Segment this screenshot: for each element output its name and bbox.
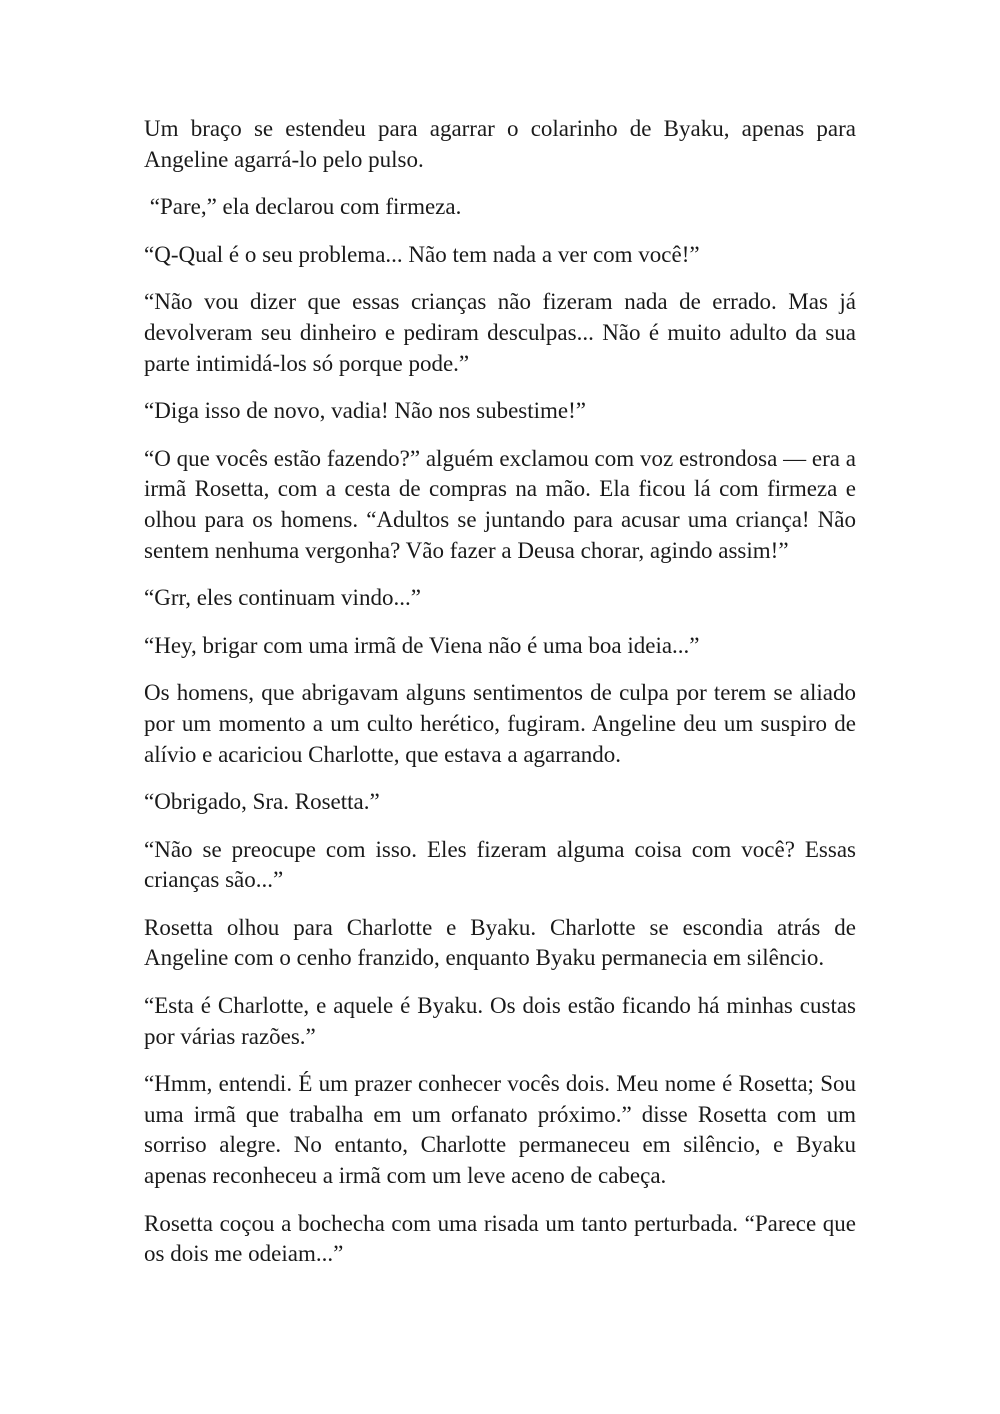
paragraph-7: “Grr, eles continuam vindo...” (144, 585, 421, 611)
paragraph-8: “Hey, brigar com uma irmã de Viena não é uma boa ideia...” (144, 632, 700, 658)
paragraph-2: “Pare,” ela declarou com firmeza. (144, 194, 462, 220)
paragraph-5: “Diga isso de novo, vadia! Não nos subestime!” (144, 398, 587, 424)
paragraph-10: “Obrigado, Sra. Rosetta.” (144, 789, 380, 815)
paragraph-9: Os homens, que abrigavam alguns sentimentos de culpa por terem se aliado por um momento a um culto herético, fugiram. Angeline deu um suspiro de alívio e acariciou Charlotte, que estava a agarrando. (144, 680, 856, 767)
paragraph-6: “O que vocês estão fazendo?” alguém exclamou com voz estrondosa — era a irmã Rosetta, com a cesta de compras na mão. Ela ficou lá com firmeza e olhou para os homens. “Adultos se juntando para acusar uma criança! Não sentem nenhuma vergonha? Vão fazer a Deusa chorar, agindo assim!” (144, 445, 856, 563)
paragraph-11: “Não se preocupe com isso. Eles fizeram alguma coisa com você? Essas crianças são...” (144, 836, 856, 893)
paragraph-15: Rosetta coçou a bochecha com uma risada um tanto perturbada. “Parece que os dois me odeiam...” (144, 1210, 856, 1267)
paragraph-12: Rosetta olhou para Charlotte e Byaku. Charlotte se escondia atrás de Angeline com o cenho franzido, enquanto Byaku permanecia em silêncio. (144, 914, 856, 971)
paragraph-3: “Q-Qual é o seu problema... Não tem nada a ver com você!” (144, 241, 700, 267)
paragraph-4: “Não vou dizer que essas crianças não fizeram nada de errado. Mas já devolveram seu dinheiro e pediram desculpas... Não é muito adulto da sua parte intimidá-los só porque pode.” (144, 289, 856, 376)
paragraph-1: Um braço se estendeu para agarrar o colarinho de Byaku, apenas para Angeline agarrá-lo pelo pulso. (144, 116, 856, 172)
paragraph-14: “Hmm, entendi. É um prazer conhecer vocês dois. Meu nome é Rosetta; Sou uma irmã que trabalha em um orfanato próximo.” disse Rosetta com um sorriso alegre. No entanto, Charlotte permaneceu em silêncio, e Byaku apenas reconheceu a irmã com um leve aceno de cabeça. (144, 1071, 856, 1189)
paragraph-13: “Esta é Charlotte, e aquele é Byaku. Os dois estão ficando há minhas custas por várias razões.” (144, 993, 856, 1049)
document-page (144, 114, 856, 1287)
